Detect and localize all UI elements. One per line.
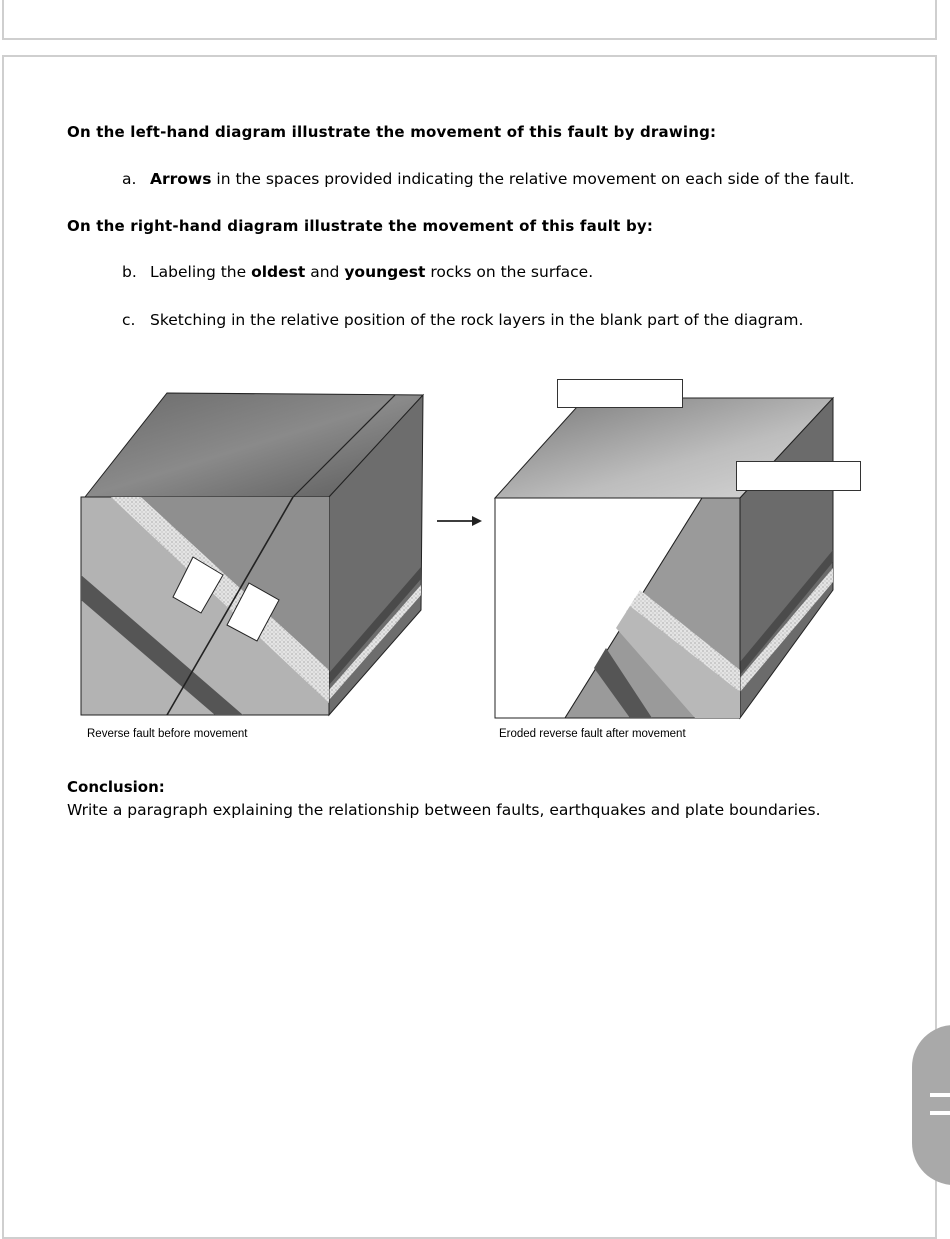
item-b-pre: Labeling the <box>150 263 252 281</box>
item-a-text: in the spaces provided indicating the relative movement on each side of the fault. <box>211 170 855 188</box>
oldest-youngest-label-box-side[interactable] <box>736 461 861 491</box>
right-diagram-heading: On the right-hand diagram illustrate the movement of this fault by: <box>67 217 654 235</box>
right-diagram-caption: Eroded reverse fault after movement <box>499 728 686 740</box>
conclusion-heading: Conclusion: <box>67 778 165 796</box>
menu-bar-icon <box>930 1111 950 1115</box>
arrow-icon <box>436 513 484 529</box>
item-b-mid: and <box>305 263 345 281</box>
previous-page <box>2 0 937 40</box>
item-a-marker: a. <box>122 170 137 188</box>
item-c <box>122 311 803 329</box>
left-fault-diagram <box>75 385 430 725</box>
left-diagram-caption: Reverse fault before movement <box>87 728 248 740</box>
item-b-post: rocks on the surface. <box>425 263 594 281</box>
right-fault-diagram <box>490 390 840 725</box>
item-b-oldest: oldest <box>251 263 306 281</box>
conclusion-prompt: Write a paragraph explaining the relationship between faults, earthquakes and plate boundaries. <box>67 801 821 819</box>
item-c-marker: c. <box>122 311 136 329</box>
item-c-text: Sketching in the relative position of the rock layers in the blank part of the diagram. <box>150 311 804 329</box>
item-a <box>122 170 855 188</box>
item-a-bold: Arrows <box>150 170 212 188</box>
item-b <box>122 263 593 281</box>
menu-bar-icon <box>930 1093 950 1097</box>
item-b-youngest: youngest <box>344 263 426 281</box>
oldest-youngest-label-box-top[interactable] <box>557 379 683 408</box>
side-panel-tab[interactable] <box>912 1025 950 1185</box>
left-diagram-heading: On the left-hand diagram illustrate the movement of this fault by drawing: <box>67 123 717 141</box>
item-b-marker: b. <box>122 263 137 281</box>
